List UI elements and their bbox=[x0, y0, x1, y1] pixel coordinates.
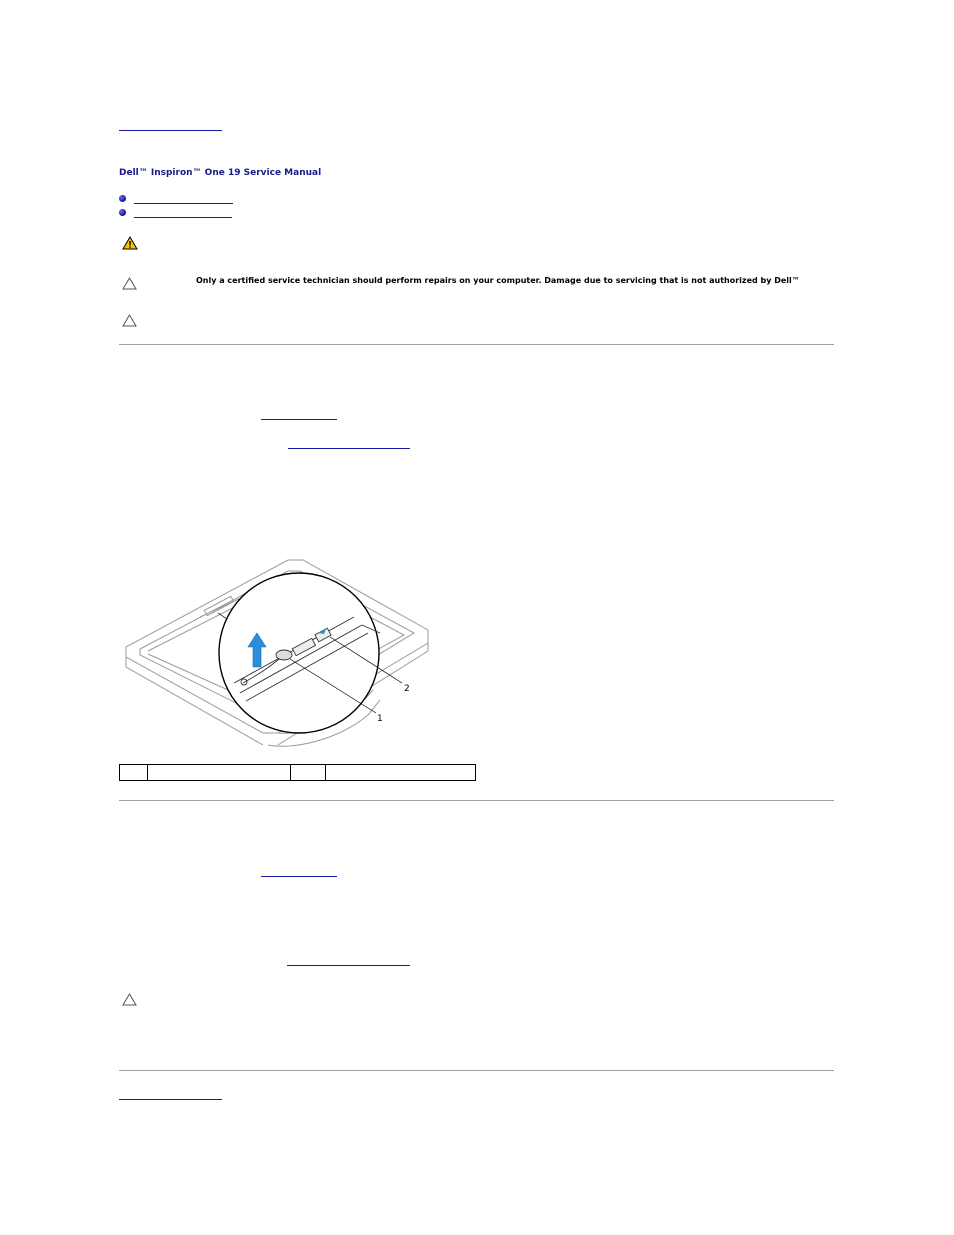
section-divider bbox=[119, 1070, 834, 1071]
callout-2: 2 bbox=[404, 684, 410, 694]
callout-table bbox=[119, 764, 476, 781]
inline-link-3[interactable] bbox=[261, 876, 337, 877]
table-cell bbox=[120, 765, 148, 781]
page-title: Dell™ Inspiron™ One 19 Service Manual bbox=[119, 168, 322, 178]
inline-link-1[interactable] bbox=[261, 419, 337, 420]
callout-1: 1 bbox=[377, 714, 383, 724]
section-divider bbox=[119, 344, 834, 345]
inline-link-4[interactable] bbox=[287, 965, 410, 966]
caution-icon bbox=[122, 993, 137, 1006]
table-cell bbox=[326, 765, 476, 781]
table-cell bbox=[291, 765, 326, 781]
bullet-icon bbox=[119, 209, 126, 216]
back-to-contents-link-top[interactable] bbox=[119, 130, 222, 131]
caution-icon bbox=[122, 314, 137, 327]
back-to-contents-link-bottom[interactable] bbox=[119, 1099, 222, 1100]
notice-text: Only a certified service technician should perform repairs on your computer. Damage due to servicing that is not authorized by Dell™ bbox=[196, 276, 800, 285]
bullet-icon bbox=[119, 195, 126, 202]
caution-icon bbox=[122, 277, 137, 290]
section-divider bbox=[119, 800, 834, 801]
section-link-1[interactable] bbox=[134, 203, 233, 204]
table-cell bbox=[148, 765, 291, 781]
section-link-2[interactable] bbox=[134, 217, 232, 218]
inline-link-2[interactable] bbox=[288, 448, 410, 449]
warning-icon bbox=[122, 236, 138, 250]
table-row bbox=[120, 765, 476, 781]
camera-module-illustration bbox=[118, 555, 433, 750]
